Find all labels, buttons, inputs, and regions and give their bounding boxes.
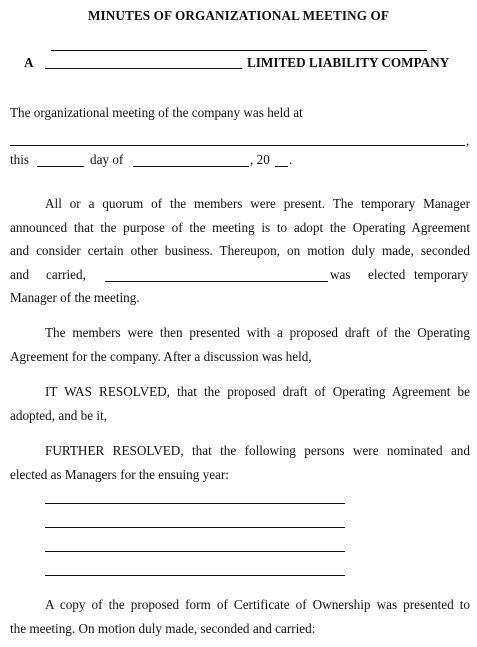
- year-blank: [275, 166, 288, 167]
- month-blank: [133, 166, 249, 167]
- meeting-location-intro: The organizational meeting of the company was held at: [10, 105, 303, 120]
- certificate-line-1: A copy of the proposed form of Certificate of Ownership was presented to: [45, 597, 470, 612]
- company-prefix: A: [24, 55, 34, 70]
- day-blank: [37, 166, 84, 167]
- company-name-blank: [45, 68, 242, 69]
- date-period: .: [289, 152, 293, 167]
- quorum-line-2: announced that the purpose of the meeting is to adopt the Operating Agreement: [10, 220, 470, 235]
- quorum-line-4-carried: carried,: [46, 267, 86, 282]
- draft-line-2: Agreement for the company. After a discussion was held,: [10, 349, 312, 364]
- quorum-line-4-elected: elected: [368, 267, 406, 282]
- document-title: MINUTES OF ORGANIZATIONAL MEETING OF: [87, 8, 390, 23]
- company-suffix: LIMITED LIABILITY COMPANY: [247, 55, 450, 70]
- date-day-of-label: day of: [90, 152, 124, 167]
- certificate-line-2: the meeting. On motion duly made, seconded and carried:: [10, 621, 316, 636]
- further-line-2: elected as Managers for the ensuing year:: [10, 467, 229, 482]
- quorum-line-4-and: and: [10, 267, 30, 282]
- draft-line-1: The members were then presented with a proposed draft of the Operating: [45, 325, 470, 340]
- further-line-1: FURTHER RESOLVED, that the following persons were nominated and: [45, 443, 470, 458]
- quorum-line-5: Manager of the meeting.: [10, 290, 140, 305]
- location-comma: ,: [466, 133, 470, 148]
- temporary-manager-blank: [105, 281, 328, 282]
- resolved-line-1: IT WAS RESOLVED, that the proposed draft of Operating Agreement be: [45, 384, 470, 399]
- resolved-line-2: adopted, and be it,: [10, 408, 108, 423]
- manager-blank-3: [45, 551, 345, 552]
- meeting-location-blank: [10, 145, 465, 146]
- manager-blank-4: [45, 575, 345, 576]
- date-this-label: this: [10, 152, 30, 167]
- quorum-line-1: All or a quorum of the members were present. The temporary Manager: [45, 196, 470, 211]
- quorum-line-4-was: was: [330, 267, 351, 282]
- manager-blank-2: [45, 527, 345, 528]
- company-name-blank-upper: [51, 50, 427, 51]
- date-year-prefix: , 20: [250, 152, 270, 167]
- quorum-line-4-temporary: temporary: [414, 267, 469, 282]
- quorum-line-3: and consider certain other business. Thereupon, on motion duly made, seconded: [10, 243, 470, 258]
- manager-blank-1: [45, 503, 345, 504]
